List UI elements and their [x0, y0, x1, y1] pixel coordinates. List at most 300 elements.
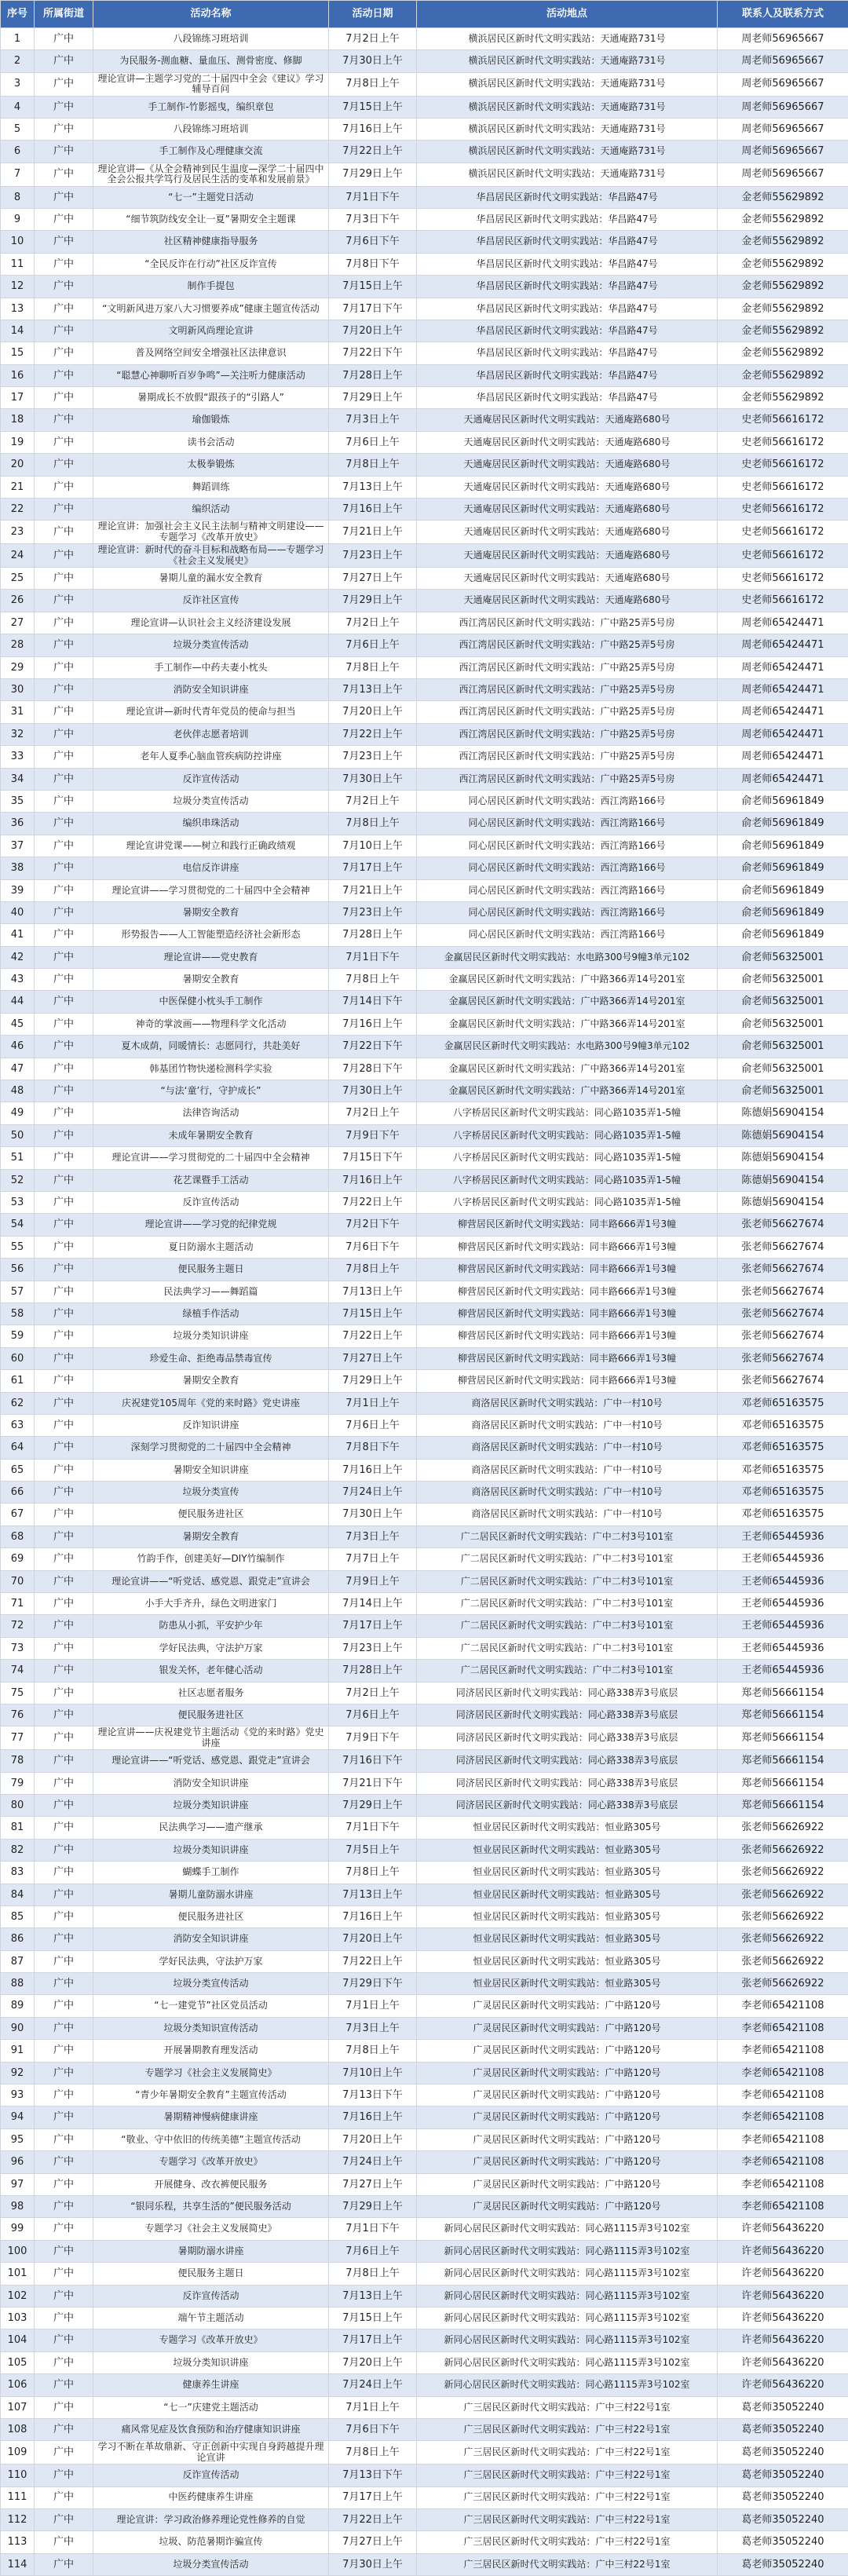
- table-row: [1, 1973, 848, 1995]
- cell-street: 广中: [35, 544, 93, 568]
- cell-contact: 俞老师56961849: [718, 790, 848, 812]
- cell-activity-name: 垃圾分类知识讲座: [93, 1839, 329, 1861]
- cell-contact: 许老师56436220: [718, 2285, 848, 2307]
- cell-activity-name: 消防安全知识讲座: [93, 1772, 329, 1794]
- cell-activity-name: 韩基团竹物快递检测科学实验: [93, 1058, 329, 1080]
- table-row: [1, 813, 848, 835]
- cell-location: 天通庵居民区新时代文明实践站：天通庵路680号: [417, 409, 718, 431]
- cell-contact: 郑老师56661154: [718, 1704, 848, 1726]
- cell-index: 51: [1, 1147, 35, 1169]
- table-row: [1, 790, 848, 812]
- cell-contact: 周老师56965667: [718, 72, 848, 96]
- cell-location: 西江湾居民区新时代文明实践站：广中路25弄5号房: [417, 656, 718, 678]
- cell-index: 101: [1, 2263, 35, 2285]
- table-row: [1, 1862, 848, 1884]
- cell-activity-date: 7月2日上午: [329, 1102, 417, 1124]
- cell-activity-name: 法律咨询活动: [93, 1102, 329, 1124]
- cell-index: 48: [1, 1080, 35, 1102]
- cell-location: 广二居民区新时代文明实践站：广中二村3号101室: [417, 1593, 718, 1615]
- table-row: [1, 2329, 848, 2351]
- cell-activity-date: 7月2日上午: [329, 1682, 417, 1704]
- cell-activity-date: 7月22日上午: [329, 1192, 417, 1214]
- cell-activity-name: 八段锦练习班培训: [93, 118, 329, 140]
- cell-location: 广灵居民区新时代文明实践站：广中路120号: [417, 2106, 718, 2128]
- table-row: [1, 2151, 848, 2173]
- cell-contact: 张老师56627674: [718, 1347, 848, 1369]
- table-row: [1, 590, 848, 612]
- cell-street: 广中: [35, 1526, 93, 1547]
- table-row: [1, 1884, 848, 1906]
- cell-location: 新同心居民区新时代文明实践站：同心路1115弄3号102室: [417, 2374, 718, 2396]
- cell-index: 33: [1, 746, 35, 768]
- table-row: [1, 2374, 848, 2396]
- table-row: [1, 2441, 848, 2465]
- table-row: [1, 499, 848, 521]
- cell-index: 70: [1, 1570, 35, 1592]
- cell-contact: 郑老师56661154: [718, 1682, 848, 1704]
- table-row: [1, 2173, 848, 2195]
- cell-activity-date: 7月14日上午: [329, 1593, 417, 1615]
- cell-location: 新同心居民区新时代文明实践站：同心路1115弄3号102室: [417, 2240, 718, 2262]
- cell-contact: 金老师55629892: [718, 231, 848, 253]
- cell-index: 61: [1, 1370, 35, 1392]
- table-row: [1, 768, 848, 790]
- cell-activity-name: 形势报告——人工智能塑造经济社会新形态: [93, 924, 329, 946]
- cell-activity-name: 普及网络空间安全增强社区法律意识: [93, 342, 329, 364]
- cell-location: 广灵居民区新时代文明实践站：广中路120号: [417, 2017, 718, 2039]
- cell-activity-name: 蝴蝶手工制作: [93, 1862, 329, 1884]
- cell-location: 柳营居民区新时代文明实践站：同丰路666弄1号3幢: [417, 1347, 718, 1369]
- cell-location: 恒业居民区新时代文明实践站：恒业路305号: [417, 1928, 718, 1950]
- cell-activity-name: 理论宣讲——庆祝建党节主题活动《党的来时路》党史讲座: [93, 1726, 329, 1750]
- table-row: [1, 679, 848, 701]
- cell-contact: 王老师65445936: [718, 1615, 848, 1637]
- table-row: [1, 544, 848, 568]
- table-row: [1, 1147, 848, 1169]
- table-row: [1, 2553, 848, 2575]
- cell-activity-date: 7月17日上午: [329, 857, 417, 879]
- cell-street: 广中: [35, 746, 93, 768]
- cell-index: 103: [1, 2307, 35, 2329]
- cell-location: 恒业居民区新时代文明实践站：恒业路305号: [417, 1817, 718, 1839]
- cell-street: 广中: [35, 1414, 93, 1436]
- cell-activity-name: 消防安全知识讲座: [93, 679, 329, 701]
- cell-activity-date: 7月17日上午: [329, 1615, 417, 1637]
- cell-street: 广中: [35, 1392, 93, 1414]
- cell-location: 横浜居民区新时代文明实践站：天通庵路731号: [417, 72, 718, 96]
- cell-activity-name: 暑期儿童防溺水讲座: [93, 1884, 329, 1906]
- cell-activity-name: “全民反诈在行动”社区反诈宣传: [93, 253, 329, 275]
- table-row: [1, 2486, 848, 2508]
- cell-index: 45: [1, 1013, 35, 1035]
- cell-index: 113: [1, 2531, 35, 2553]
- cell-activity-date: 7月9日上午: [329, 1570, 417, 1592]
- cell-location: 广灵居民区新时代文明实践站：广中路120号: [417, 2173, 718, 2195]
- table-row: [1, 1325, 848, 1347]
- cell-index: 7: [1, 163, 35, 186]
- cell-street: 广中: [35, 2418, 93, 2440]
- table-row: [1, 320, 848, 342]
- cell-activity-date: 7月1日下午: [329, 946, 417, 968]
- cell-activity-name: 暑期精神慢病健康讲座: [93, 2106, 329, 2128]
- table-row: [1, 2285, 848, 2307]
- cell-street: 广中: [35, 2508, 93, 2530]
- cell-street: 广中: [35, 521, 93, 544]
- cell-activity-name: 消防安全知识讲座: [93, 1928, 329, 1950]
- cell-index: 22: [1, 499, 35, 521]
- cell-contact: 史老师56616172: [718, 476, 848, 498]
- cell-contact: 李老师65421108: [718, 2151, 848, 2173]
- cell-activity-name: 银发关怀，老年健心活动: [93, 1660, 329, 1682]
- cell-activity-name: 小手大手齐升，绿色文明进家门: [93, 1593, 329, 1615]
- table-row: [1, 208, 848, 230]
- cell-activity-name: “七一”庆建党主题活动: [93, 2396, 329, 2418]
- cell-activity-name: 专题学习《改革开放史》: [93, 2151, 329, 2173]
- cell-index: 64: [1, 1437, 35, 1459]
- cell-contact: 俞老师56961849: [718, 813, 848, 835]
- cell-index: 53: [1, 1192, 35, 1214]
- cell-index: 105: [1, 2351, 35, 2373]
- cell-street: 广中: [35, 969, 93, 991]
- cell-activity-date: 7月16日上午: [329, 118, 417, 140]
- table-row: [1, 276, 848, 298]
- cell-activity-name: 专题学习《社会主义发展简史》: [93, 2218, 329, 2240]
- cell-activity-date: 7月3日上午: [329, 1526, 417, 1547]
- cell-index: 89: [1, 1995, 35, 2017]
- table-row: [1, 2263, 848, 2285]
- cell-contact: 金老师55629892: [718, 364, 848, 386]
- cell-location: 天通庵居民区新时代文明实践站：天通庵路680号: [417, 568, 718, 590]
- cell-contact: 金老师55629892: [718, 387, 848, 409]
- cell-activity-name: 理论宣讲：学习政治修养理论党性修养的自觉: [93, 2508, 329, 2530]
- cell-activity-name: 编织串珠活动: [93, 813, 329, 835]
- cell-activity-name: 学好民法典，守法护万家: [93, 1950, 329, 1972]
- cell-activity-name: 垃圾分类知识讲座: [93, 1325, 329, 1347]
- cell-location: 商洛居民区新时代文明实践站：广中一村10号: [417, 1504, 718, 1526]
- cell-activity-date: 7月20日上午: [329, 1928, 417, 1950]
- table-row: [1, 2307, 848, 2329]
- cell-street: 广中: [35, 1347, 93, 1369]
- cell-street: 广中: [35, 2106, 93, 2128]
- table-row: [1, 118, 848, 140]
- cell-street: 广中: [35, 1147, 93, 1169]
- cell-activity-date: 7月13日上午: [329, 2285, 417, 2307]
- col-header-activity-date: 活动日期: [329, 1, 417, 28]
- cell-contact: 许老师56436220: [718, 2240, 848, 2262]
- cell-activity-date: 7月30日上午: [329, 2553, 417, 2575]
- cell-contact: 周老师56965667: [718, 141, 848, 163]
- cell-activity-date: 7月21日上午: [329, 879, 417, 901]
- cell-activity-name: “青少年暑期安全教育”主题宣传活动: [93, 2085, 329, 2106]
- cell-activity-name: 便民服务主题日: [93, 1259, 329, 1281]
- cell-index: 39: [1, 879, 35, 901]
- cell-activity-date: 7月9日下午: [329, 1726, 417, 1750]
- cell-contact: 陈德娟56904154: [718, 1102, 848, 1124]
- cell-contact: 史老师56616172: [718, 409, 848, 431]
- cell-index: 83: [1, 1862, 35, 1884]
- cell-contact: 金老师55629892: [718, 320, 848, 342]
- cell-location: 同济居民区新时代文明实践站：同心路338弄3号底层: [417, 1794, 718, 1816]
- cell-activity-date: 7月24日上午: [329, 1482, 417, 1504]
- cell-street: 广中: [35, 2396, 93, 2418]
- cell-contact: 金老师55629892: [718, 342, 848, 364]
- cell-location: 天通庵居民区新时代文明实践站：天通庵路680号: [417, 590, 718, 612]
- cell-location: 金赢居民区新时代文明实践站：广中路366弄14号201室: [417, 991, 718, 1013]
- cell-activity-date: 7月15日上午: [329, 276, 417, 298]
- table-row: [1, 901, 848, 923]
- cell-index: 65: [1, 1459, 35, 1481]
- cell-index: 73: [1, 1637, 35, 1659]
- table-row: [1, 1347, 848, 1369]
- cell-contact: 邓老师65163575: [718, 1504, 848, 1526]
- cell-location: 柳营居民区新时代文明实践站：同丰路666弄1号3幢: [417, 1214, 718, 1236]
- cell-activity-name: 开展健身、改衣裤便民服务: [93, 2173, 329, 2195]
- cell-activity-date: 7月1日下午: [329, 2218, 417, 2240]
- cell-contact: 葛老师35052240: [718, 2396, 848, 2418]
- cell-index: 18: [1, 409, 35, 431]
- cell-activity-name: 未成年暑期安全教育: [93, 1124, 329, 1146]
- cell-street: 广中: [35, 1726, 93, 1750]
- cell-activity-date: 7月15日下午: [329, 1147, 417, 1169]
- cell-location: 华昌居民区新时代文明实践站：华昌路47号: [417, 387, 718, 409]
- cell-index: 41: [1, 924, 35, 946]
- cell-activity-date: 7月16日上午: [329, 1169, 417, 1191]
- cell-street: 广中: [35, 1839, 93, 1861]
- cell-location: 同心居民区新时代文明实践站：西江湾路166号: [417, 857, 718, 879]
- cell-street: 广中: [35, 1682, 93, 1704]
- cell-index: 99: [1, 2218, 35, 2240]
- cell-street: 广中: [35, 1593, 93, 1615]
- table-row: [1, 1236, 848, 1258]
- cell-activity-date: 7月3日上午: [329, 2017, 417, 2039]
- cell-index: 77: [1, 1726, 35, 1750]
- cell-location: 西江湾居民区新时代文明实践站：广中路25弄5号房: [417, 701, 718, 723]
- cell-activity-date: 7月24日上午: [329, 2374, 417, 2396]
- cell-index: 34: [1, 768, 35, 790]
- cell-contact: 邓老师65163575: [718, 1437, 848, 1459]
- cell-location: 新同心居民区新时代文明实践站：同心路1115弄3号102室: [417, 2329, 718, 2351]
- cell-index: 106: [1, 2374, 35, 2396]
- cell-location: 广二居民区新时代文明实践站：广中二村3号101室: [417, 1660, 718, 1682]
- cell-index: 85: [1, 1906, 35, 1927]
- cell-street: 广中: [35, 208, 93, 230]
- cell-contact: 李老师65421108: [718, 2062, 848, 2084]
- cell-activity-name: 太极拳锻炼: [93, 454, 329, 476]
- cell-activity-name: 民法典学习——舞蹈篇: [93, 1281, 329, 1303]
- cell-location: 横浜居民区新时代文明实践站：天通庵路731号: [417, 28, 718, 50]
- cell-location: 同济居民区新时代文明实践站：同心路338弄3号底层: [417, 1772, 718, 1794]
- cell-activity-date: 7月3日下午: [329, 208, 417, 230]
- cell-location: 天通庵居民区新时代文明实践站：天通庵路680号: [417, 454, 718, 476]
- cell-location: 天通庵居民区新时代文明实践站：天通庵路680号: [417, 499, 718, 521]
- cell-activity-name: “与法‘童’行，守护成长”: [93, 1080, 329, 1102]
- table-row: [1, 656, 848, 678]
- cell-location: 横浜居民区新时代文明实践站：天通庵路731号: [417, 163, 718, 186]
- cell-location: 广灵居民区新时代文明实践站：广中路120号: [417, 2128, 718, 2150]
- cell-activity-date: 7月23日上午: [329, 544, 417, 568]
- table-row: [1, 2418, 848, 2440]
- cell-activity-date: 7月22日上午: [329, 2508, 417, 2530]
- cell-street: 广中: [35, 2240, 93, 2262]
- cell-street: 广中: [35, 656, 93, 678]
- cell-activity-date: 7月2日下午: [329, 1214, 417, 1236]
- cell-index: 21: [1, 476, 35, 498]
- cell-location: 同济居民区新时代文明实践站：同心路338弄3号底层: [417, 1682, 718, 1704]
- cell-index: 8: [1, 186, 35, 208]
- cell-contact: 史老师56616172: [718, 431, 848, 453]
- cell-activity-date: 7月8日下午: [329, 253, 417, 275]
- table-row: [1, 431, 848, 453]
- cell-contact: 俞老师56961849: [718, 924, 848, 946]
- cell-activity-name: “银同乐程，共享生活的”便民服务活动: [93, 2196, 329, 2218]
- table-row: [1, 1726, 848, 1750]
- cell-location: 西江湾居民区新时代文明实践站：广中路25弄5号房: [417, 612, 718, 634]
- table-row: [1, 1080, 848, 1102]
- cell-activity-name: 暑期成长不放假“跟孩子的“引路人”: [93, 387, 329, 409]
- cell-street: 广中: [35, 590, 93, 612]
- cell-contact: 史老师56616172: [718, 499, 848, 521]
- cell-location: 广二居民区新时代文明实践站：广中二村3号101室: [417, 1615, 718, 1637]
- table-row: [1, 1794, 848, 1816]
- cell-contact: 葛老师35052240: [718, 2531, 848, 2553]
- table-row: [1, 2508, 848, 2530]
- cell-activity-name: “细节筑防线安全让一夏”暑期安全主题课: [93, 208, 329, 230]
- cell-activity-name: 花艺课暨手工活动: [93, 1169, 329, 1191]
- table-row: [1, 1593, 848, 1615]
- cell-location: 西江湾居民区新时代文明实践站：广中路25弄5号房: [417, 723, 718, 745]
- cell-activity-date: 7月27日上午: [329, 2173, 417, 2195]
- cell-location: 横浜居民区新时代文明实践站：天通庵路731号: [417, 50, 718, 72]
- table-row: [1, 1950, 848, 1972]
- cell-activity-date: 7月8日下午: [329, 1437, 417, 1459]
- table-row: [1, 924, 848, 946]
- cell-contact: 许老师56436220: [718, 2351, 848, 2373]
- cell-contact: 张老师56627674: [718, 1370, 848, 1392]
- cell-activity-date: 7月7日上午: [329, 1548, 417, 1570]
- cell-contact: 郑老师56661154: [718, 1750, 848, 1772]
- cell-street: 广中: [35, 701, 93, 723]
- table-row: [1, 1036, 848, 1058]
- cell-activity-name: 反诈宣传活动: [93, 2285, 329, 2307]
- cell-contact: 俞老师56961849: [718, 879, 848, 901]
- cell-activity-date: 7月17日上午: [329, 2486, 417, 2508]
- cell-location: 广二居民区新时代文明实践站：广中二村3号101室: [417, 1526, 718, 1547]
- cell-contact: 王老师65445936: [718, 1660, 848, 1682]
- cell-activity-date: 7月8日上午: [329, 2441, 417, 2465]
- cell-contact: 周老师56965667: [718, 28, 848, 50]
- cell-street: 广中: [35, 1637, 93, 1659]
- cell-contact: 许老师56436220: [718, 2263, 848, 2285]
- cell-index: 109: [1, 2441, 35, 2465]
- cell-activity-date: 7月14日下午: [329, 991, 417, 1013]
- cell-index: 79: [1, 1772, 35, 1794]
- cell-activity-name: “聪慧心神聊听百岁争鸣”—关注听力健康活动: [93, 364, 329, 386]
- table-row: [1, 186, 848, 208]
- cell-street: 广中: [35, 1750, 93, 1772]
- table-row: [1, 409, 848, 431]
- cell-location: 柳营居民区新时代文明实践站：同丰路666弄1号3幢: [417, 1370, 718, 1392]
- cell-index: 107: [1, 2396, 35, 2418]
- cell-index: 47: [1, 1058, 35, 1080]
- cell-activity-date: 7月28日上午: [329, 924, 417, 946]
- cell-index: 75: [1, 1682, 35, 1704]
- cell-contact: 王老师65445936: [718, 1593, 848, 1615]
- cell-index: 56: [1, 1259, 35, 1281]
- cell-index: 43: [1, 969, 35, 991]
- table-row: [1, 835, 848, 857]
- cell-location: 金赢居民区新时代文明实践站：广中路366弄14号201室: [417, 969, 718, 991]
- cell-street: 广中: [35, 1080, 93, 1102]
- cell-activity-date: 7月1日上午: [329, 1392, 417, 1414]
- cell-street: 广中: [35, 1772, 93, 1794]
- table-row: [1, 1437, 848, 1459]
- cell-activity-name: 理论宣讲—主题学习党的二十届四中全会《建议》学习辅导百问: [93, 72, 329, 96]
- cell-location: 西江湾居民区新时代文明实践站：广中路25弄5号房: [417, 768, 718, 790]
- cell-activity-date: 7月6日下午: [329, 231, 417, 253]
- cell-street: 广中: [35, 1058, 93, 1080]
- cell-location: 广灵居民区新时代文明实践站：广中路120号: [417, 2062, 718, 2084]
- cell-activity-name: 反诈知识讲座: [93, 1414, 329, 1436]
- cell-street: 广中: [35, 1459, 93, 1481]
- cell-index: 28: [1, 634, 35, 656]
- cell-location: 广三居民区新时代文明实践站：广中三村22号1室: [417, 2441, 718, 2465]
- cell-index: 27: [1, 612, 35, 634]
- cell-activity-name: 中医药健康养生讲座: [93, 2486, 329, 2508]
- cell-index: 30: [1, 679, 35, 701]
- cell-index: 93: [1, 2085, 35, 2106]
- cell-activity-name: 文明新风尚理论宣讲: [93, 320, 329, 342]
- cell-location: 新同心居民区新时代文明实践站：同心路1115弄3号102室: [417, 2263, 718, 2285]
- cell-contact: 张老师56627674: [718, 1214, 848, 1236]
- cell-street: 广中: [35, 1325, 93, 1347]
- cell-activity-date: 7月27日上午: [329, 1347, 417, 1369]
- cell-activity-date: 7月28日上午: [329, 364, 417, 386]
- col-header-index: 序号: [1, 1, 35, 28]
- cell-activity-name: 制作手提包: [93, 276, 329, 298]
- cell-street: 广中: [35, 2465, 93, 2486]
- cell-contact: 李老师65421108: [718, 2017, 848, 2039]
- cell-contact: 张老师56626922: [718, 1928, 848, 1950]
- cell-street: 广中: [35, 924, 93, 946]
- cell-index: 29: [1, 656, 35, 678]
- cell-contact: 金老师55629892: [718, 276, 848, 298]
- table-row: [1, 1704, 848, 1726]
- cell-index: 60: [1, 1347, 35, 1369]
- cell-contact: 王老师65445936: [718, 1570, 848, 1592]
- table-body: [1, 28, 848, 2576]
- cell-contact: 张老师56627674: [718, 1259, 848, 1281]
- cell-location: 西江湾居民区新时代文明实践站：广中路25弄5号房: [417, 634, 718, 656]
- cell-location: 同心居民区新时代文明实践站：西江湾路166号: [417, 813, 718, 835]
- cell-activity-date: 7月9日下午: [329, 1124, 417, 1146]
- cell-contact: 俞老师56961849: [718, 901, 848, 923]
- cell-activity-name: 舞蹈训练: [93, 476, 329, 498]
- table-row: [1, 1504, 848, 1526]
- cell-street: 广中: [35, 431, 93, 453]
- cell-activity-date: 7月13日下午: [329, 2465, 417, 2486]
- cell-street: 广中: [35, 409, 93, 431]
- cell-location: 八字桥居民区新时代文明实践站：同心路1035弄1-5幢: [417, 1192, 718, 1214]
- cell-index: 72: [1, 1615, 35, 1637]
- cell-index: 16: [1, 364, 35, 386]
- col-header-location: 活动地点: [417, 1, 718, 28]
- cell-activity-name: 开展暑期教育理发活动: [93, 2040, 329, 2062]
- cell-contact: 邓老师65163575: [718, 1392, 848, 1414]
- cell-activity-date: 7月13日上午: [329, 679, 417, 701]
- cell-index: 114: [1, 2553, 35, 2575]
- cell-contact: 俞老师56325001: [718, 969, 848, 991]
- cell-activity-date: 7月10日上午: [329, 835, 417, 857]
